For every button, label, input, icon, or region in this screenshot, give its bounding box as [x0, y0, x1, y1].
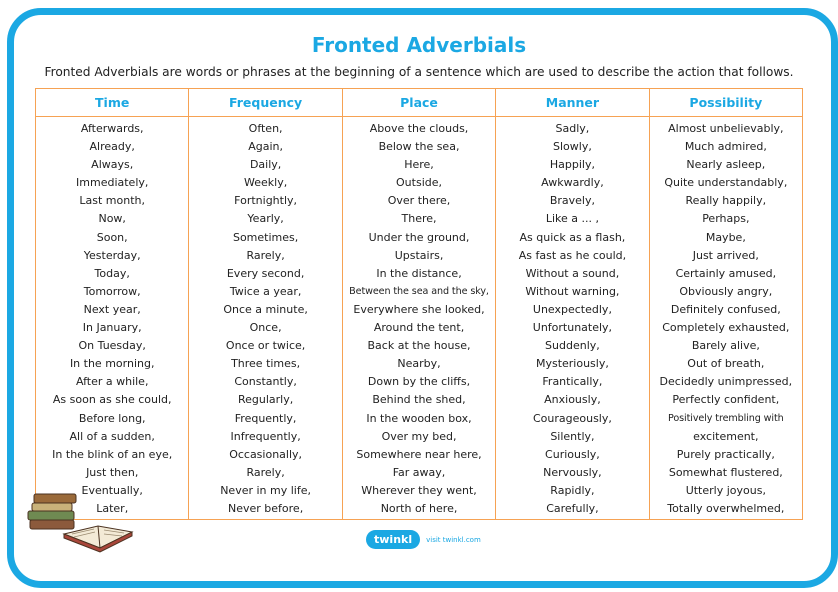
list-item: Sadly, — [555, 122, 590, 135]
list-item: Back at the house, — [367, 339, 471, 353]
list-item: Much admired, — [684, 140, 767, 154]
column-heading: Frequency — [189, 89, 341, 117]
word-list — [496, 117, 648, 518]
list-item: Daily, — [249, 158, 282, 172]
list-item: Once, — [249, 321, 282, 335]
list-item: Curiously, — [545, 447, 600, 461]
list-item: Somewhat flustered, — [668, 465, 783, 479]
column-possibility — [649, 89, 802, 519]
list-item: All of a sudden, — [69, 429, 155, 443]
list-item: Totally overwhelmed, — [667, 501, 785, 515]
list-item: Decidedly unimpressed, — [659, 375, 793, 389]
list-item: Without a sound, — [525, 266, 620, 280]
column-heading: Manner — [496, 89, 648, 117]
list-item: Perfectly confident, — [672, 393, 780, 407]
column-frequency — [188, 89, 341, 519]
list-item: Definitely confused, — [670, 302, 781, 316]
list-item: As quick as a flash, — [519, 230, 626, 244]
list-item: Outside, — [396, 176, 442, 190]
list-item: Infrequently, — [230, 429, 301, 443]
list-item: Slowly, — [553, 140, 592, 154]
list-item: Anxiously, — [544, 393, 601, 407]
list-item: Nearly asleep, — [686, 158, 766, 172]
column-heading: Place — [343, 89, 495, 117]
list-item: Once or twice, — [225, 339, 306, 353]
list-item: Suddenly, — [545, 339, 600, 353]
list-item: Barely alive, — [691, 339, 760, 353]
list-item: Twice a year, — [229, 284, 302, 298]
list-item: Silently, — [550, 429, 595, 443]
list-item: Unexpectedly, — [532, 302, 612, 316]
list-item: Once a minute, — [223, 302, 308, 316]
list-item: In the morning, — [69, 357, 155, 371]
list-item: Often, — [248, 122, 283, 135]
list-item: Occasionally, — [229, 447, 303, 461]
adverbials-table — [35, 88, 803, 520]
list-item: Never before, — [228, 501, 304, 515]
list-item: Nearby, — [397, 357, 441, 371]
list-item: Always, — [91, 158, 134, 172]
list-item: Awkwardly, — [541, 176, 604, 190]
list-item: Below the sea, — [378, 140, 460, 154]
list-item: Really happily, — [685, 194, 767, 208]
list-item: Completely exhausted, — [662, 321, 790, 335]
column-heading: Time — [36, 89, 188, 117]
list-item: Fortnightly, — [234, 194, 298, 208]
list-item: Sometimes, — [232, 230, 299, 244]
list-item: excitement, — [693, 429, 759, 443]
list-item: In January, — [82, 321, 142, 335]
list-item: Again, — [248, 140, 283, 154]
list-item: Yesterday, — [83, 248, 141, 262]
list-item: After a while, — [75, 375, 149, 389]
list-item: Here, — [404, 158, 434, 172]
list-item: Out of breath, — [687, 357, 765, 371]
list-item: Around the tent, — [373, 321, 465, 335]
list-item: Last month, — [79, 194, 145, 208]
list-item: Obviously angry, — [679, 284, 773, 298]
list-item: Under the ground, — [368, 230, 470, 244]
column-manner — [495, 89, 648, 519]
list-item: In the wooden box, — [366, 411, 472, 425]
word-list — [343, 117, 495, 518]
list-item: Regularly, — [237, 393, 294, 407]
list-item: Behind the shed, — [372, 393, 466, 407]
list-item: Down by the cliffs, — [367, 375, 471, 389]
list-item: Unfortunately, — [532, 321, 613, 335]
list-item: Afterwards, — [80, 122, 144, 135]
list-item: Constantly, — [234, 375, 297, 389]
list-item: Over my bed, — [381, 429, 457, 443]
list-item: Courageously, — [532, 411, 612, 425]
list-item: Frequently, — [234, 411, 297, 425]
list-item: Weekly, — [244, 176, 288, 190]
list-item: Everywhere she looked, — [353, 302, 485, 316]
list-item: As fast as he could, — [518, 248, 627, 262]
list-item: Somewhere near here, — [356, 447, 482, 461]
list-item: Positively trembling with — [668, 412, 784, 424]
list-item: Rapidly, — [550, 483, 595, 497]
list-item: Like a ... , — [545, 212, 599, 226]
list-item: Yearly, — [247, 212, 284, 226]
list-item: Mysteriously, — [535, 357, 609, 371]
list-item: Every second, — [226, 266, 305, 280]
list-item: Between the sea and the sky, — [349, 285, 489, 297]
list-item: Carefully, — [546, 501, 599, 515]
list-item: Nervously, — [543, 465, 602, 479]
list-item: Perhaps, — [702, 212, 750, 226]
list-item: Frantically, — [542, 375, 603, 389]
visit-link[interactable]: visit twinkl.com — [426, 535, 481, 544]
list-item: Three times, — [231, 357, 301, 371]
twinkl-logo[interactable]: twinkl — [366, 530, 420, 549]
page-title: Fronted Adverbials — [311, 33, 527, 57]
list-item: On Tuesday, — [78, 339, 146, 353]
column-place — [342, 89, 495, 519]
list-item: Tomorrow, — [83, 284, 141, 298]
list-item: Never in my life, — [220, 483, 311, 497]
list-item: Rarely, — [246, 248, 285, 262]
brand-footer — [366, 530, 481, 549]
list-item: North of here, — [380, 501, 458, 515]
list-item: Purely practically, — [676, 447, 775, 461]
list-item: Utterly joyous, — [685, 483, 766, 497]
list-item: Soon, — [96, 230, 128, 244]
list-item: In the distance, — [376, 266, 462, 280]
list-item: Wherever they went, — [361, 483, 477, 497]
list-item: Just arrived, — [692, 248, 759, 262]
intro-text: Fronted Adverbials are words or phrases at the beginning of a sentence which are used to describe the action that follows. — [44, 65, 794, 79]
list-item: There, — [401, 212, 437, 226]
list-item: Over there, — [387, 194, 451, 208]
list-item: Now, — [98, 212, 126, 226]
list-item: Upstairs, — [394, 248, 444, 262]
list-item: Just then, — [86, 465, 139, 479]
list-item: Rarely, — [246, 465, 285, 479]
word-list — [650, 117, 802, 518]
list-item: In the blink of an eye, — [52, 447, 173, 461]
list-item: Almost unbelievably, — [668, 122, 784, 135]
column-heading: Possibility — [650, 89, 802, 117]
list-item: Above the clouds, — [369, 122, 469, 135]
list-item: Bravely, — [549, 194, 595, 208]
column-time — [36, 89, 188, 519]
list-item: Already, — [89, 140, 135, 154]
list-item: Next year, — [83, 302, 141, 316]
word-list — [36, 117, 188, 518]
list-item: Before long, — [78, 411, 146, 425]
list-item: Eventually, — [81, 483, 143, 497]
list-item: Today, — [94, 266, 130, 280]
word-list — [189, 117, 341, 518]
list-item: Happily, — [549, 158, 595, 172]
list-item: Without warning, — [525, 284, 620, 298]
list-item: Immediately, — [76, 176, 149, 190]
list-item: Quite understandably, — [664, 176, 788, 190]
list-item: As soon as she could, — [52, 393, 172, 407]
books-illustration-icon — [24, 492, 136, 560]
list-item: Later, — [96, 501, 129, 515]
list-item: Certainly amused, — [675, 266, 777, 280]
list-item: Maybe, — [705, 230, 746, 244]
list-item: Far away, — [392, 465, 446, 479]
